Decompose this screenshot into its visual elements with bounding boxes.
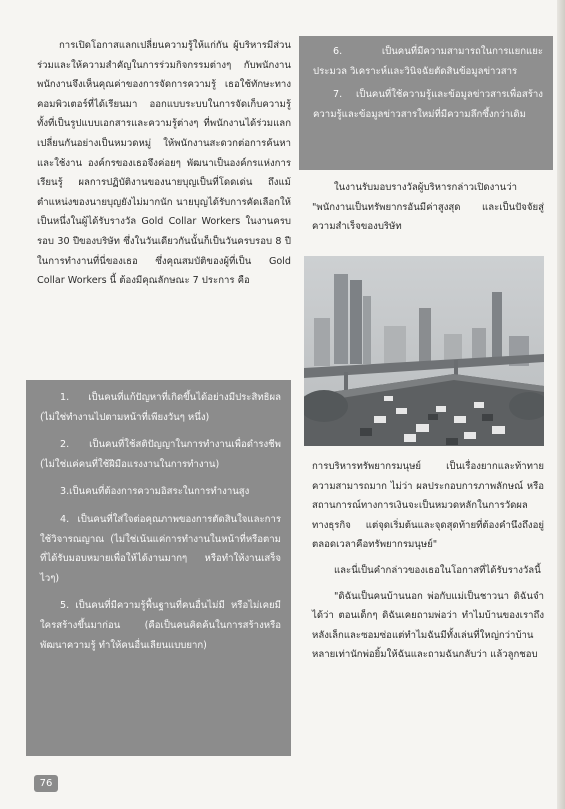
page-edge-shadow bbox=[557, 0, 565, 809]
right-column-text-top bbox=[312, 178, 544, 237]
left-column-text bbox=[37, 36, 291, 291]
qualities-box-left bbox=[26, 380, 291, 756]
award-speech-paragraph: ในงานรับมอบรางวัลผู้บริหารกล่าวเปิดงานว่า "พนักงานเป็นทรัพยากรอันมีค่าสูงสุด และเป็นปัจจัยสู่ความสำเร็จของบริษัท bbox=[312, 182, 544, 233]
right-column-text-bottom bbox=[312, 457, 544, 665]
left-paragraph: การเปิดโอกาสแลกเปลี่ยนความรู้ให้แก่กัน ผู้บริหารมีส่วนร่วมและให้ความสำคัญในการร่วมกิจกรรมต่างๆ กับพนักงาน พนักงานจึงเห็นคุณค่าของการจัดการความรู้ เธอใช้ทักษะทางคอมพิวเตอร์ที่ได้เรียนมา ออกแบบระบบในการจัดเก็บความรู้ทั้งที่เป็นรูปแบบเอกสารและความรู้ต่างๆ ที่พนักงานได้ร่วมแลกเปลี่ยนกันอย่างเป็นหมวดหมู่ ให้พนักงานสะดวกต่อการค้นหาและใช้งาน องค์กรของเธอจึงค่อยๆ พัฒนาเป็นองค์กรแห่งการเรียนรู้ ผลการปฏิบัติงานของนายบุญเป็นที่โดดเด่น ถึงแม้ตำแหน่งของนายบุญยังไม่มากนัก นายบุญได้รับการคัดเลือกให้เป็นหนึ่งในผู้ได้รับรางวัล Gold Collar Workers ในงานครบรอบ 30 ปีของบริษัท ซึ่งในวันเดียวกันนั้นก็เป็นวันครบรอบ 8 ปีในการทำงานที่นี่ของเธอ ซึ่งคุณสมบัติของผู้ที่เป็น Gold Collar Workers นี้ ต้องมีคุณลักษณะ 7 ประการ คือ bbox=[37, 40, 291, 287]
quality-item-3: 3.เป็นคนที่ต้องการความอิสระในการทำงานสูง bbox=[60, 486, 250, 498]
city-traffic-photo bbox=[304, 256, 544, 446]
qualities-box-right bbox=[299, 36, 553, 170]
quality-item-2: 2. เป็นคนที่ใช้สติปัญญาในการทำงานเพื่อดำรงชีพ (ไม่ใช่แค่คนที่ใช้ฝีมือแรงงานในการทำงาน) bbox=[40, 439, 281, 470]
quality-item-5: 5. เป็นคนที่มีความรู้พื้นฐานที่คนอื่นไม่มี หรือไม่เคยมีใครสร้างขึ้นมาก่อน (คือเป็นคนคิดค้นในการสร้างหรือพัฒนาความรู้ ทำให้คนอื่นเลียนแบบยาก) bbox=[40, 600, 281, 651]
quality-item-1: 1. เป็นคนที่แก้ปัญหาที่เกิดขึ้นได้อย่างมีประสิทธิผล (ไม่ใช่ทำงานไปตามหน้าที่เพียงวันๆ หนึ่ง) bbox=[40, 392, 281, 423]
award-remark-paragraph: และนี่เป็นคำกล่าวของเธอในโอกาสที่ได้รับรางวัลนี้ bbox=[334, 564, 541, 576]
page-number-badge: 76 bbox=[34, 775, 58, 792]
hr-management-paragraph: การบริหารทรัพยากรมนุษย์ เป็นเรื่องยากและท้าทายความสามารถมาก ไม่ว่า ผลประกอบการภาพลักษณ์ หรือสถานการณ์ทางการเงินจะเป็นหมวดหลักในการวัดผลทางธุรกิจ แต่จุดเริ่มต้นและจุดสุดท้ายที่ต้องคำนึงถึงอยู่ตลอดเวลาคือทรัพยากรมนุษย์" bbox=[312, 461, 544, 551]
quality-item-4: 4. เป็นคนที่ใส่ใจต่อคุณภาพของการตัดสินใจและการใช้วิจารณญาณ (ไม่ใช่เน้นแค่การทำงานในหน้าที่หรือตามที่ได้รับมอบหมายเพื่อให้ได้งานมากๆ หรือทำให้งานเสร็จไวๆ) bbox=[40, 513, 281, 584]
city-skyline-image bbox=[304, 256, 544, 446]
quote-paragraph: "ดิฉันเป็นคนบ้านนอก พ่อกับแม่เป็นชาวนา ดิฉันจำได้ว่า ตอนเด็กๆ ดิฉันเคยถามพ่อว่า ทำไมบ้านของเราถึงหลังเล็กและซอมซ่อแต่ทำไมฉันมีทั้งเล่นที่ใหญ่กว่าบ้านหลายเท่านักพ่อยิ้มให้ฉันและถามฉันกลับว่า แล้วลูกชอบ bbox=[312, 590, 544, 661]
quality-item-6: 6. เป็นคนที่มีความสามารถในการแยกแยะ ประมวล วิเคราะห์และวินิจฉัยตัดสินข้อมูลข่าวสาร bbox=[313, 46, 543, 77]
quality-item-7: 7. เป็นคนที่ใช้ความรู้และข้อมูลข่าวสารเพื่อสร้างความรู้และข้อมูลข่าวสารใหม่ที่มีความลึกซึ้งกว่าเดิม bbox=[313, 89, 543, 120]
